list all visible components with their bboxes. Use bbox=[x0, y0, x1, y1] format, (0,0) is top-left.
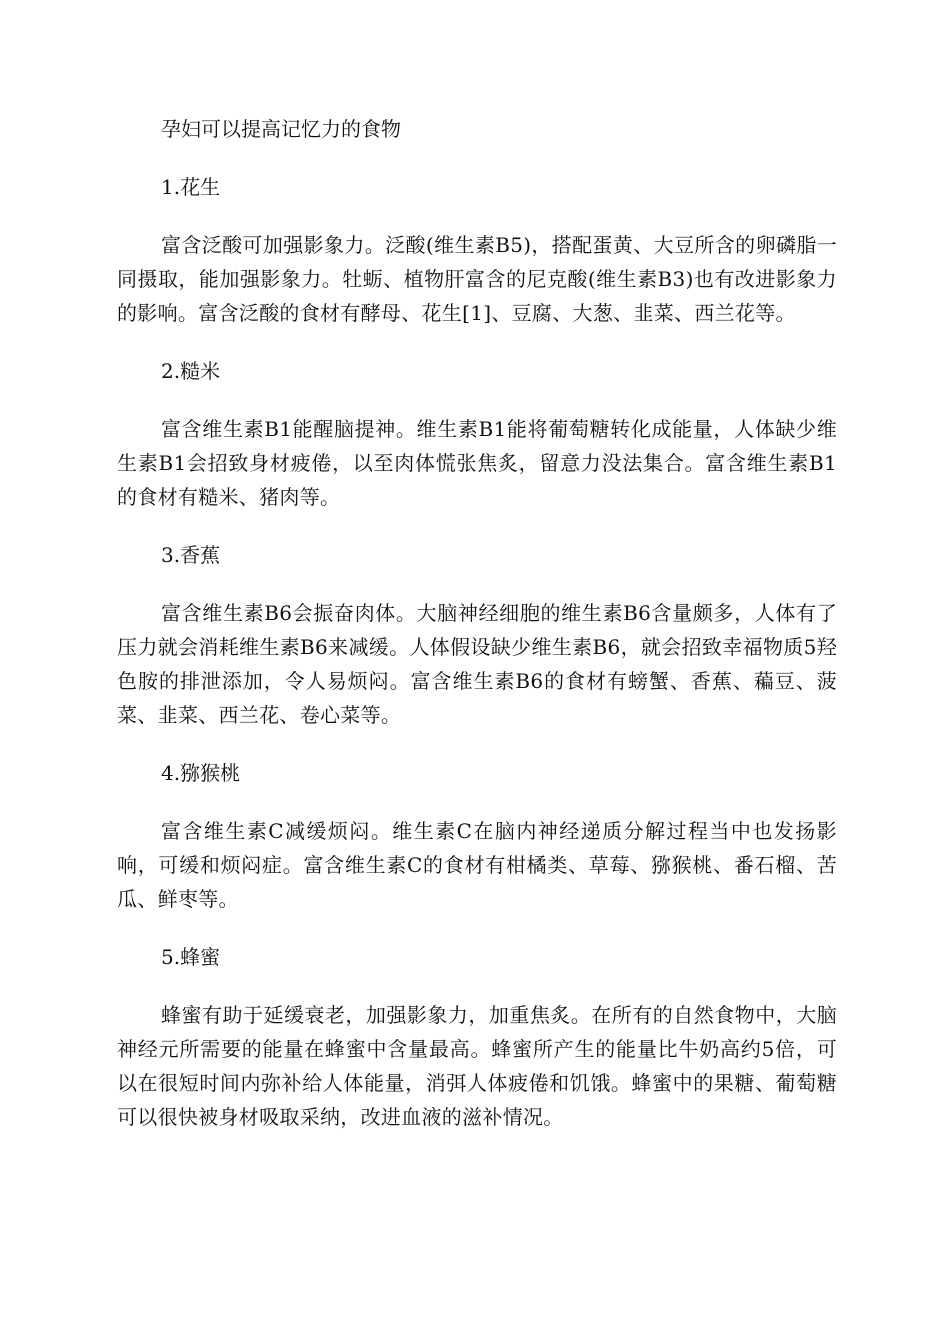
spacer bbox=[117, 974, 837, 998]
section-paragraph-peanut: 富含泛酸可加强影象力。泛酸(维生素B5)，搭配蛋黄、大豆所含的卵磷脂一同摄取，能加强影象力。牡蛎、植物肝富含的尼克酸(维生素B3)也有改进影象力的影响。富含泛酸的食材有酵母、花生[1]、豆腐、大葱、韭菜、西兰花等。 bbox=[117, 233, 837, 325]
document-title: 孕妇可以提高记忆力的食物 bbox=[161, 117, 401, 141]
section-paragraph-honey: 蜂蜜有助于延缓衰老，加强影象力，加重焦炙。在所有的自然食物中，大脑神经元所需要的能量在蜂蜜中含量最高。蜂蜜所产生的能量比牛奶高约5倍，可以在很短时间内弥补给人体能量，消弭人体疲倦和饥饿。蜂蜜中的果糖、葡萄糖可以很快被身材吸取采纳，改进血液的滋补情况。 bbox=[117, 1003, 837, 1129]
spacer bbox=[117, 732, 837, 756]
document-page bbox=[117, 112, 837, 1134]
spacer bbox=[117, 388, 837, 412]
spacer bbox=[117, 572, 837, 596]
spacer bbox=[117, 146, 837, 170]
spacer bbox=[117, 204, 837, 228]
section-heading-banana: 3.香蕉 bbox=[161, 543, 221, 567]
spacer bbox=[117, 916, 837, 940]
spacer bbox=[117, 790, 837, 814]
spacer bbox=[117, 330, 837, 354]
spacer bbox=[117, 514, 837, 538]
section-heading-kiwi: 4.猕猴桃 bbox=[161, 761, 241, 785]
section-paragraph-brown-rice: 富含维生素B1能醒脑提神。维生素B1能将葡萄糖转化成能量，人体缺少维生素B1会招致身材疲倦，以至肉体慌张焦炙，留意力没法集合。富含维生素B1的食材有糙米、猪肉等。 bbox=[117, 417, 837, 509]
section-paragraph-kiwi: 富含维生素C减缓烦闷。维生素C在脑内神经递质分解过程当中也发扬影响，可缓和烦闷症。富含维生素C的食材有柑橘类、草莓、猕猴桃、番石榴、苦瓜、鲜枣等。 bbox=[117, 819, 837, 911]
section-heading-brown-rice: 2.糙米 bbox=[161, 359, 221, 383]
section-paragraph-banana: 富含维生素B6会振奋肉体。大脑神经细胞的维生素B6含量颇多，人体有了压力就会消耗维生素B6来减缓。人体假设缺少维生素B6，就会招致幸福物质5羟色胺的排泄添加，令人易烦闷。富含维生素B6的食材有螃蟹、香蕉、藊豆、菠菜、韭菜、西兰花、卷心菜等。 bbox=[117, 601, 837, 727]
section-heading-honey: 5.蜂蜜 bbox=[161, 945, 221, 969]
section-heading-peanut: 1.花生 bbox=[161, 175, 221, 199]
